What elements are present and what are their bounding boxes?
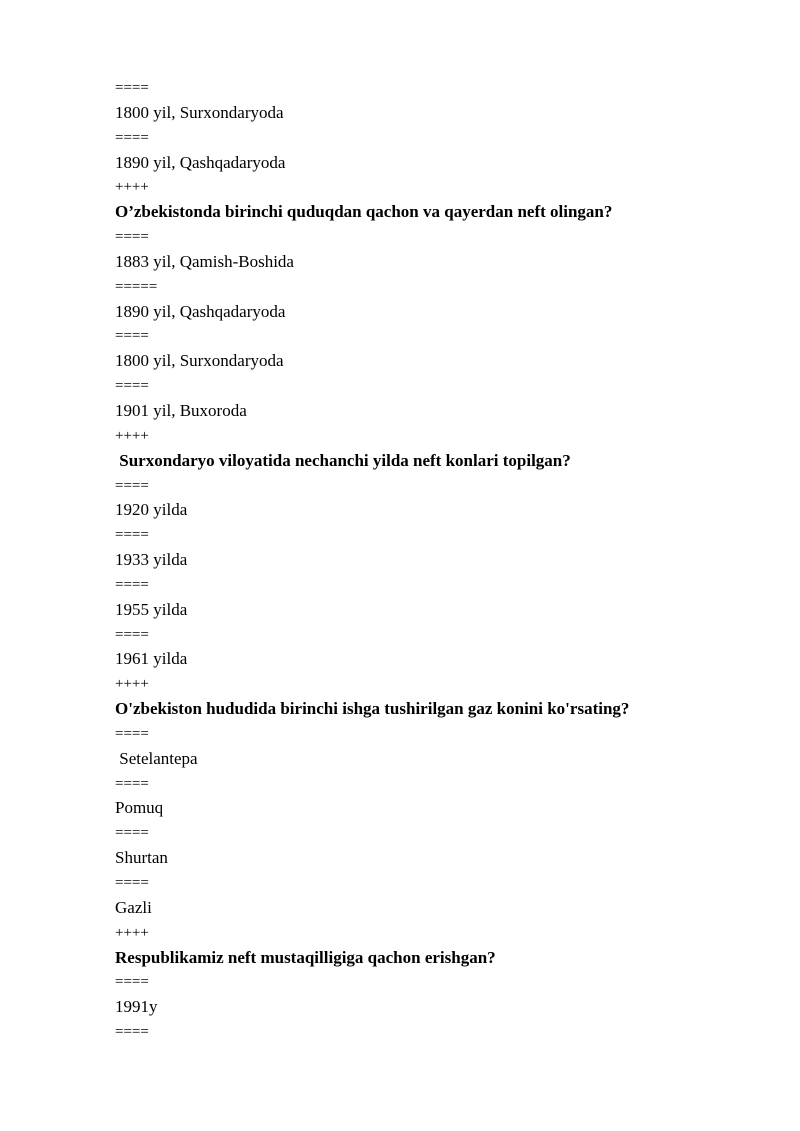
separator-line: ====: [115, 626, 149, 643]
question-text: O'zbekiston hududida birinchi ishga tushirilgan gaz konini ko'rsating?: [115, 699, 630, 719]
separator-line: ====: [115, 775, 149, 792]
answer-option: 1800 yil, Surxondaryoda: [115, 102, 284, 122]
separator-line: ====: [115, 378, 149, 395]
separator-line: ====: [115, 974, 149, 991]
answer-option: 1883 yil, Qamish-Boshida: [115, 251, 294, 271]
separator-line: ====: [115, 229, 149, 246]
answer-option: 1933 yilda: [115, 550, 188, 570]
separator-line: ====: [115, 527, 149, 544]
separator-line: ++++: [115, 427, 149, 444]
document-body: [115, 76, 715, 1045]
question-text: O’zbekistonda birinchi quduqdan qachon va qayerdan neft olingan?: [115, 202, 613, 222]
separator-line: ====: [115, 477, 149, 494]
separator-line: ====: [115, 328, 149, 345]
separator-line: ++++: [115, 676, 149, 693]
separator-line: ====: [115, 576, 149, 593]
answer-option: 1920 yilda: [115, 500, 188, 520]
separator-line: ++++: [115, 924, 149, 941]
answer-option: 1961 yilda: [115, 649, 188, 669]
answer-option: Shurtan: [115, 848, 168, 868]
answer-option: 1890 yil, Qashqadaryoda: [115, 152, 286, 172]
answer-option: Pomuq: [115, 798, 164, 818]
answer-option: 1991y: [115, 997, 158, 1017]
separator-line: ====: [115, 875, 149, 891]
separator-line: ====: [115, 1024, 149, 1041]
separator-line: ====: [115, 129, 149, 146]
separator-line: ++++: [115, 179, 149, 196]
separator-line: ====: [115, 825, 149, 842]
question-text: Surxondaryo viloyatida nechanchi yilda neft konlari topilgan?: [115, 450, 571, 470]
answer-option: Setelantepa: [115, 748, 198, 768]
answer-option: 1800 yil, Surxondaryoda: [115, 351, 284, 371]
separator-line: ====: [115, 725, 149, 742]
answer-option: 1901 yil, Buxoroda: [115, 400, 247, 420]
answer-option: 1955 yilda: [115, 599, 188, 619]
question-text: Respublikamiz neft mustaqilligiga qachon erishgan?: [115, 947, 496, 967]
answer-option: Gazli: [115, 897, 152, 917]
separator-line: ====: [115, 80, 149, 96]
separator-line: =====: [115, 278, 158, 295]
answer-option: 1890 yil, Qashqadaryoda: [115, 301, 286, 321]
